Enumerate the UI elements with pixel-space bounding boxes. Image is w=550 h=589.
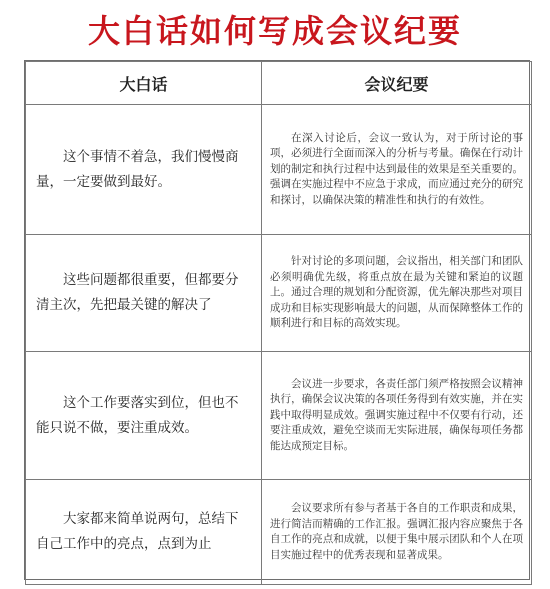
table-row: [26, 480, 532, 585]
table-row: [26, 352, 532, 480]
plain-text-cell: 大家都来简单说两句，总结下自己工作中的亮点，点到为止: [26, 480, 262, 585]
formal-text-cell: 在深入讨论后，会议一致认为，对于所讨论的事项，必须进行全面而深入的分析与考量。确保在行动计划的制定和执行过程中达到最佳的效果是至关重要的。强调在实施过程中不应急于求成，而应通过充分的研究和探讨，以确保决策的精准性和执行的有效性。: [262, 105, 532, 235]
table-row: [26, 235, 532, 352]
table-header-row: [26, 62, 532, 105]
formal-text-cell: 会议要求所有参与者基于各自的工作职责和成果，进行简洁而精确的工作汇报。强调汇报内容应聚焦于各自工作的亮点和成就，以便于集中展示团队和个人在项目实施过程中的优秀表现和显著成果。: [262, 480, 532, 585]
header-plain: 大白话: [26, 62, 262, 105]
plain-text-cell: 这些问题都很重要，但都要分清主次，先把最关键的解决了: [26, 235, 262, 352]
comparison-table: [25, 61, 532, 585]
table-row: [26, 105, 532, 235]
formal-text-cell: 针对讨论的多项问题，会议指出，相关部门和团队必须明确优先级，将重点放在最为关键和紧迫的议题上。通过合理的规划和分配资源，优先解决那些对项目成功和目标实现影响最大的问题，从而保障整体工作的顺利进行和目标的高效实现。: [262, 235, 532, 352]
plain-text-cell: 这个工作要落实到位，但也不能只说不做，要注重成效。: [26, 352, 262, 480]
formal-text-cell: 会议进一步要求，各责任部门须严格按照会议精神执行，确保会议决策的各项任务得到有效实施，并在实践中取得明显成效。强调实施过程中不仅要有行动，还要注重成效，避免空谈而无实际进展，确保每项任务都能达成预定目标。: [262, 352, 532, 480]
header-formal: 会议纪要: [262, 62, 532, 105]
plain-text-cell: 这个事情不着急，我们慢慢商量，一定要做到最好。: [26, 105, 262, 235]
page-title: 大白话如何写成会议纪要: [87, 12, 462, 50]
comparison-table-frame: [24, 60, 530, 580]
